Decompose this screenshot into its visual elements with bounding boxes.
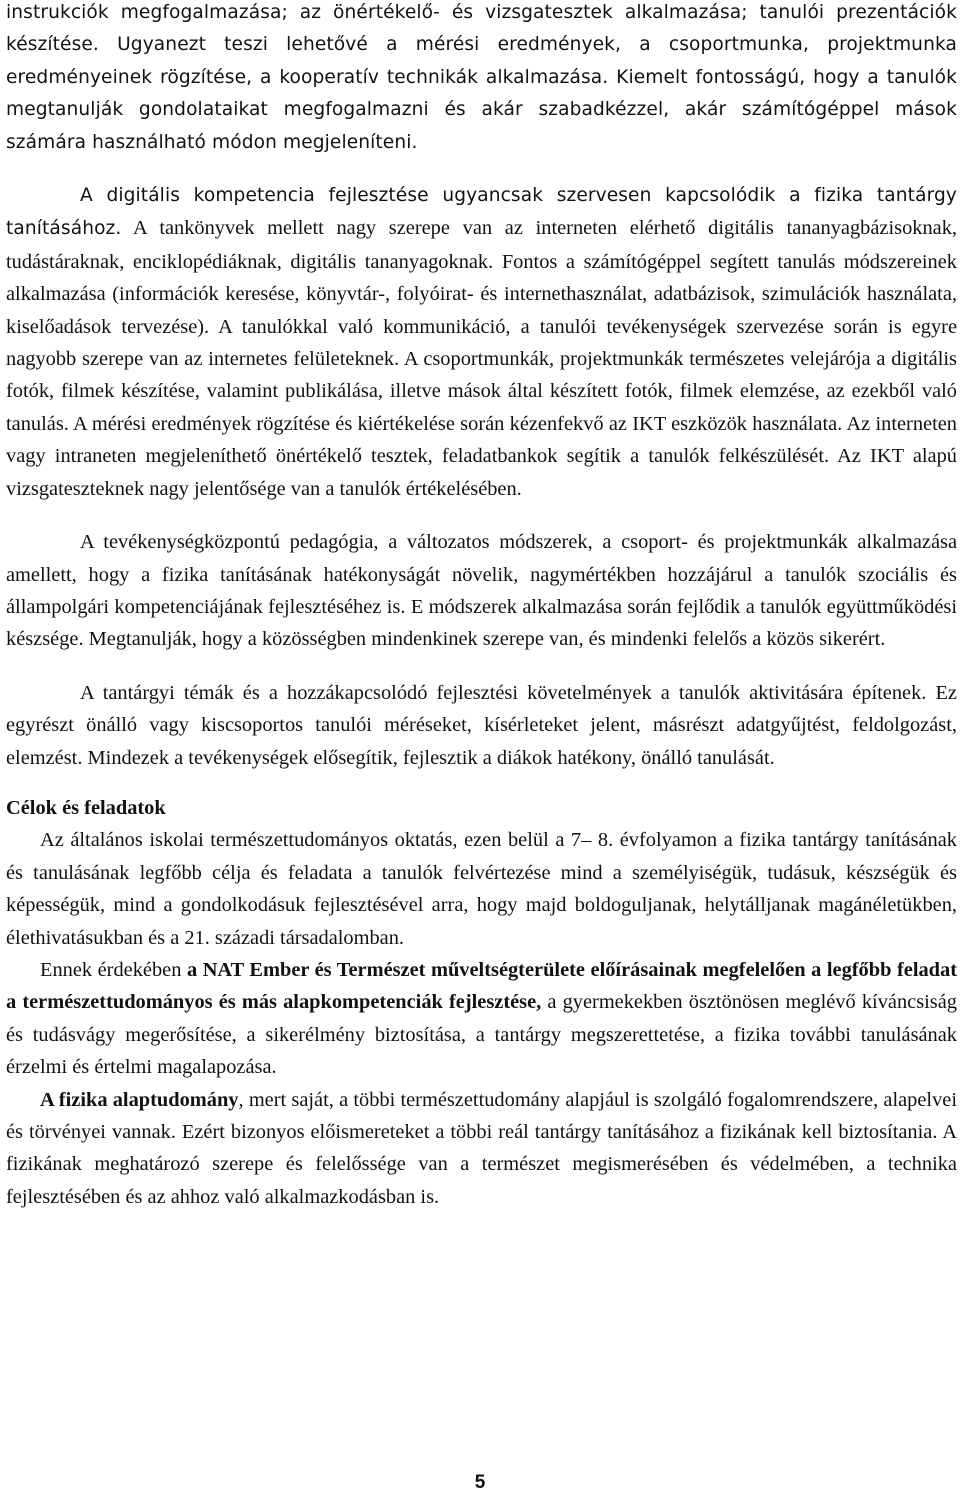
nat-rest-text: a gyermekekben ösztönösen meglévő kíváncsiság és tudásvágy megerősítése, a sikerélmény biztosítása, a tantárgy megszerettetése, a fizika további tanulásának érzelmi és értelmi magalapozása. [6,991,957,1079]
physics-foundation-bold: A fizika alaptudomány [40,1088,239,1111]
section-heading-goals: Célok és feladatok [6,796,166,819]
paragraph-goals: Az általános iskolai természettudományos oktatás, ezen belül a 7– 8. évfolyamon a fizika tantárgy tanításának és tanulásának legfőbb célja és feladata a tanulók felvértezése mind a személyiségük, tudásuk, készségük és képességük, mind a gondolkodásuk fejlesztésével arra, hogy majd boldoguljanak, helytálljanak magánéletükben, élethivatásukban és a 21. századi társadalomban. [6,829,957,949]
paragraph-ikt-instructions: instrukciók megfogalmazása; az önértékelő- és vizsgatesztek alkalmazása; tanulói prezentációk készítése. Ugyanezt teszi lehetővé a mérési eredmények, a csoportmunka, projektmunka eredményeinek rögzítése, a kooperatív technikák alkalmazása. Kiemelt fontosságú, hogy a tanulók megtanulják gondolataikat megfogalmazni és akár szabadkézzel, akár számítógéppel mások számára használható módon megjeleníteni. [6,2,957,153]
nat-bold-text: a NAT Ember és Természet műveltségterülete előírásainak megfelelően a legfőbb feladat a természettudományos és más alapkompetenciák fejlesztése, [6,958,957,1014]
paragraph-digital-competence-body: A tankönyvek mellett nagy szerepe van az interneten elérhető digitális tananyagbázisoknak, tudástáraknak, enciklopédiáknak, digitális tananyagoknak. Fontos a számítógéppel segített tanulás módszereinek alkalmazása (információk keresése, könyvtár-, folyóirat- és internethasználat, adatbázisok, szimulációk használata, kiselőadások tervezése). A tanulókkal való kommunikáció, a tanulói tevékenységek szervezése során is egyre nagyobb szerepe van az internetes felületeknek. A csoportmunkák, projektmunkák természetes velejárója a digitális fotók, filmek készítése, valamint publikálása, illetve mások által készített fotók, filmek elemzése, az ezekből való tanulás. A mérési eredmények rögzítése és kiértékelése során kézenfekvő az IKT eszközök használata. Az interneten vagy intraneten megjeleníthető önértékelő tesztek, feladatbankok segítik a tanulók felkészülését. Az IKT alapú vizsgateszteknek nagy jelentősége van a tanulók értékelésében. [6,217,957,500]
page-number: 5 [474,1472,486,1493]
physics-foundation-rest: , mert saját, a többi természettudomány alapjául is szolgáló fogalomrendszere, alapelvei és törvényei vannak. Ezért bizonyos előismereteket a többi reál tantárgy tanításához a fizikának kell biztosítania. A fizikának meghatározó szerepe és felelőssége van a természet megismerésében és védelmében, a technika fejlesztésében és az ahhoz való alkalmazkodásban is. [6,1088,957,1208]
paragraph-nat-requirements [6,954,957,1084]
paragraph-digital-competence [6,179,957,505]
paragraph-subject-topics: A tantárgyi témák és a hozzákapcsolódó fejlesztési követelmények a tanulók aktivitására építenek. Ez egyrészt önálló vagy kiscsoportos tanulói méréseket, kísérleteket jelent, másrészt adatgyűjtést, feldolgozást, elemzést. Mindezek a tevékenységek elősegítik, fejlesztik a diákok hatékony, önálló tanulását. [6,681,957,769]
paragraph-digital-competence-lead: A digitális kompetencia fejlesztése ugyancsak szervesen kapcsolódik a fizika tantárgy tanításához. [6,185,957,240]
nat-intro-text: Ennek érdekében [40,958,187,981]
paragraph-physics-foundation [6,1084,957,1214]
document-page [6,0,957,1213]
paragraph-activity-pedagogy: A tevékenységközpontú pedagógia, a változatos módszerek, a csoport- és projektmunkák alkalmazása amellett, hogy a fizika tanításának hatékonyságát növelik, nagymértékben hozzájárul a tanulók szociális és állampolgári kompetenciájának fejlesztéséhez is. E módszerek alkalmazása során fejlődik a tanulók együttműködési készsége. Megtanulják, hogy a közösségben mindenkinek szerepe van, és mindenki felelős a közös sikerért. [6,531,957,651]
